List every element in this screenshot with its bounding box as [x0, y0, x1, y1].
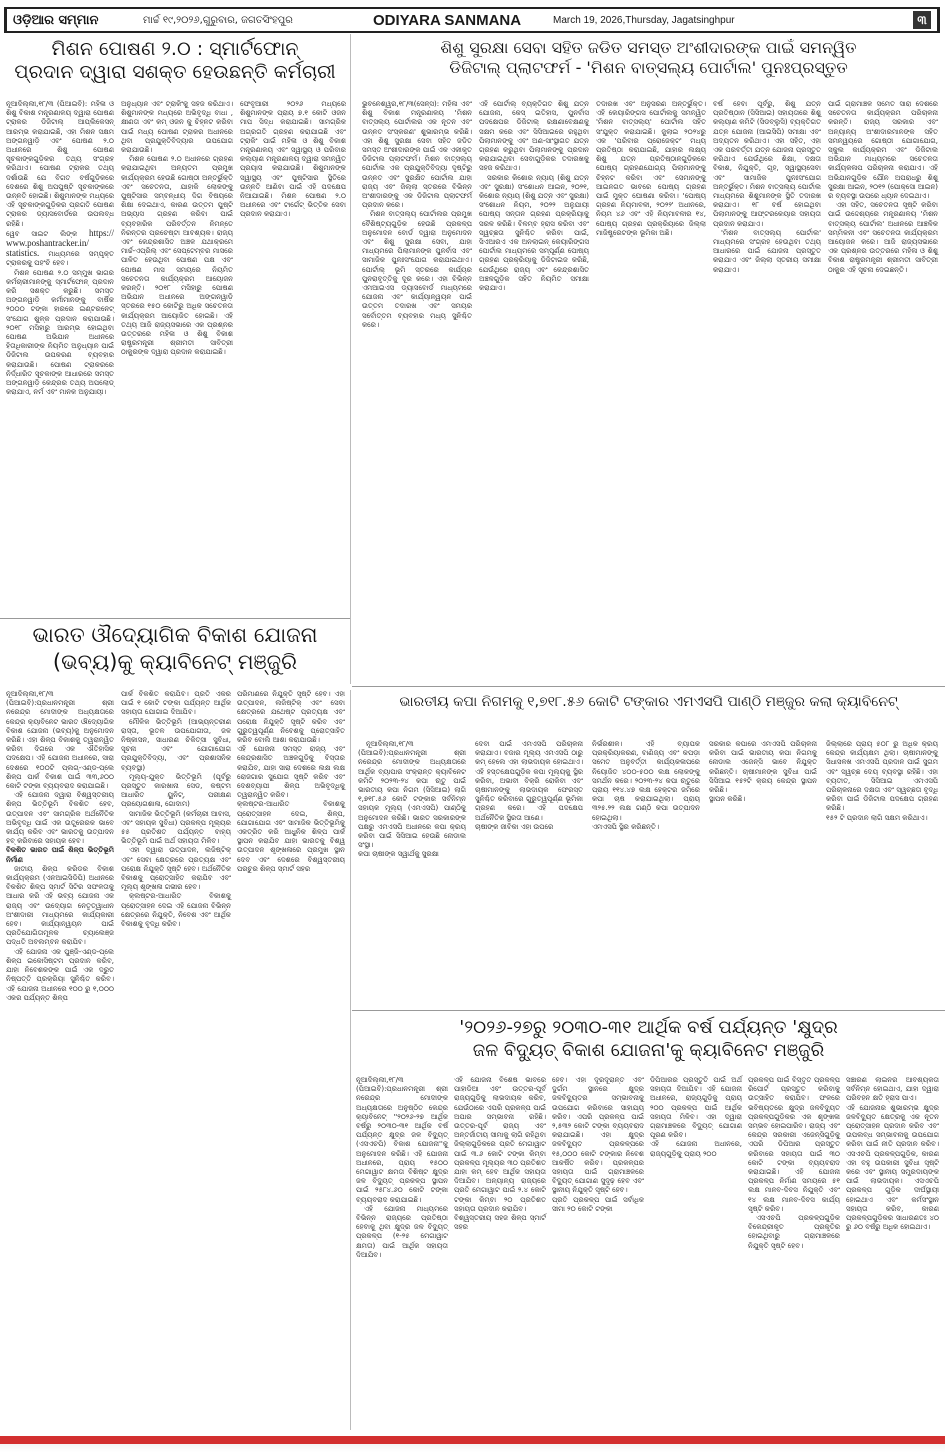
paragraph: କପା ଚାଷୀଙ୍କ ସ୍ୱାର୍ଥକୁ ସୁରକ୍ଷା	[358, 850, 439, 859]
article-column	[828, 100, 938, 275]
headline-mission-vatsalya	[352, 38, 945, 77]
paragraph: ୧୫୨ ଟି ପ୍ରଦାନ ଲାଗି ସକ୍ଷମ କରିଥାଏ।	[826, 813, 928, 822]
headline-line: ଡିଜିଟାଲ୍ ପ୍ଲାଟଫର୍ମ - 'ମିଶନ ବାତ୍ସଲ୍ୟ ପୋର୍ଟାଲ' ପୁନଃପ୍ରସ୍ତୁତ	[449, 57, 848, 77]
paragraph: ନୂଆଦିଲ୍ଲୀ,୧୮/୩ (ପିଆଇବି):ପ୍ରଧାନମନ୍ତ୍ରୀ ଶ୍ରୀ ନରେନ୍ଦ୍ର ମୋଦୀଙ୍କ ଅଧ୍ୟକ୍ଷତାରେ କେନ୍ଦ୍ର କ୍ୟାବିନେଟ ଭାରତ ଔଦ୍ୟୋଗିକ ବିକାଶ ଯୋଜନା (ଭବ୍ୟ)କୁ ଅନୁମୋଦନ କରିଛି। ଏହା ଶିଳ୍ପ ବିକାଶକୁ ତ୍ୱରାନ୍ୱିତ କରିବା ଦିଗରେ ଏକ ଐତିହାସିକ ପଦକ୍ଷେପ। ଏହି ଯୋଜନା ଅଧୀନରେ, ସାରା ଦେଶରେ ୧୦୦ଟି ପ୍ଲଗ୍-ଏଣ୍ଡ-ପ୍ଲେ ଶିଳ୍ପ ପାର୍କ ବିକାଶ ପାଇଁ ୩୩,୬୦୦ କୋଟି ଟଙ୍କା ବ୍ୟୟବରାଦ କରାଯାଇଛି।	[6, 690, 114, 791]
paragraph: ହେବ। ଏହା ଦୂରଦୂରାନ୍ତ ଏବଂ ଦୁର୍ଗମ ସ୍ଥାନରେ କ୍ଷୁଦ୍ର ଜଳବିଦ୍ୟୁତର ସମ୍ଭାବନାକୁ ଉପଯୋଗ କରିବାରେ ସାହାଯ୍ୟ କରିବ। ଏପରି ପ୍ରକଳ୍ପ ପାଇଁ ୨,୫୩୨ କୋଟି ଟଙ୍କା ବ୍ୟୟବରାଦ କରାଯାଇଛି। ଏହା କ୍ଷୁଦ୍ର ଜଳବିଦ୍ୟୁତ ପ୍ରକଳ୍ପରେ ୧୫,୦୦୦ କୋଟି ଟଙ୍କାର ନିବେଶ ଆକର୍ଷିତ କରିବ। ପ୍ରକଳ୍ପର ସହାୟତା ପାଇଁ ଗ୍ରାମାଞ୍ଚଳରେ ବିଦ୍ୟୁତ୍ ଯୋଗାଣ ସୁଦୃଢ଼ ହେବ ଏବଂ ସ୍ଥାନୀୟ ନିଯୁକ୍ତି ସୃଷ୍ଟି ହେବ।	[552, 1076, 644, 1195]
paragraph: ପାର୍କ ବିକଶିତ କରାଯିବ। ପ୍ରତି ଏକର ପାଇଁ ୧ କୋଟି ଟଙ୍କା ପର୍ଯ୍ୟନ୍ତ ଆର୍ଥିକ ସହାୟତା ଯୋଗାଇ ଦିଆଯିବ।	[121, 690, 231, 717]
article-column	[6, 690, 114, 1003]
paragraph: ଏହି ଯୋଜନାର ଶୁଭାରମ୍ଭ କ୍ଷୁଦ୍ର ଜଳବିଦ୍ୟୁତ କ୍ଷେତ୍ରକୁ ଏକ ନୂତନ ପ୍ରୋତ୍ସାହନ ପ୍ରଦାନ କରିବ ଏବଂ ଉପଲବ୍ଧ ସମ୍ଭାବନାକୁ ଉପଯୋଗ କରିବା ପାଇଁ ନୀତି ପ୍ରଦାନ କରିବ। ଏସଏଚପି ପ୍ରକଳ୍ପଗୁଡ଼ିକ, କାରଣ ଏହା ବହୁ ଉପକାରୀ ସୁବିଧା ସୃଷ୍ଟି କରେ ଏବଂ ସ୍ଥାନୀୟ ସମ୍ପ୍ରଦାୟଙ୍କ ପାଇଁ ଲାଭଦାୟକ। ଏସଏଚପି ପ୍ରକଳ୍ପ ଗୁଡ଼ିକ ଦୀର୍ଘସ୍ଥାୟୀ ହୋଇଥାଏ ଏବଂ କର୍ମସଂସ୍ଥାନ ସହାୟତା କରିବ, କାରଣ ପ୍ରକଳ୍ପଗୁଡ଼ିକର ସାଧାରଣତଃ ୪୦ ରୁ ୬୦ ବର୍ଷରୁ ଅଧିକ ହୋଇଥାଏ।	[846, 1103, 939, 1232]
paragraph: ଦେବା ପାଇଁ ଏମଏସପି ପରିଚାଳନା କରାଯାଏ। ବଜାର ମୂଲ୍ୟ ଏମଏସପି ଠାରୁ କମ୍ ହେଲେ ଏହା ଲାଭଦାୟକ ହୋଇଥାଏ। ଏହି ହସ୍ତକ୍ଷେପଗୁଡ଼ିକ କପା ମୂଲ୍ୟକୁ ସ୍ଥିର କରିବା, ଅଭାବୀ ବିକ୍ରି ରୋକିବା ଏବଂ ଚାଷୀମାନଙ୍କୁ ଲାଭଦାୟକ ଫେରସ୍ତ ସୁନିଶ୍ଚିତ କରିବାରେ ଗୁରୁତ୍ୱପୂର୍ଣ୍ଣ ଭୂମିକା ଗ୍ରହଣ କରେ। ଏହି ପଦକ୍ଷେପ ଅର୍ଥନୈତିକ ସ୍ଥିରତା ଆଣେ।	[475, 740, 583, 822]
article-column	[121, 690, 231, 929]
paragraph: ସରକାର କପାରେ ଏମଏସପି ପରିଚାଳନା କରିବା ପାଇଁ ଭାରତୀୟ କପା ନିଗମକୁ ନୋଡାଲ ଏଜେନ୍ସି ଭାବେ ନିଯୁକ୍ତ କରିଛନ୍ତି। ଚାଷୀମାନଙ୍କ ସୁବିଧା ପାଇଁ ସିସିଆଇ ୧୫୨ଟି କ୍ରୟ କେନ୍ଦ୍ର ସ୍ଥାପନ କରିଛି।	[709, 740, 817, 795]
article-column	[454, 1076, 546, 1232]
paragraph: ୱେବ ସାଇଟ ଲିଙ୍କ	[6, 229, 78, 238]
paragraph: ପ୍ରତି ପ୍ରକଳ୍ପ ପାଇଁ ସର୍ବାଧିକ ସୀମା ୨୦ କୋଟି ଟଙ୍କା	[552, 1195, 644, 1213]
article-column	[475, 740, 583, 832]
paragraph: ତଦାରଖ ଏବଂ ଅନୁସରଣ ଅନ୍ତର୍ଭୁକ୍ତ। ଏହି କେୟାରିଙ୍ଗସ ପୋର୍ଟାଲକୁ ସମନ୍ୱିତ 'ମିଶନ ବାତ୍ସଲ୍ୟ' ପୋର୍ଟାଲ ସହିତ ସଂଯୁକ୍ତ କରାଯାଇଛି। ଜୁଲାଇ ୨୦୨୪ରୁ ଏକ 'ପରିବାର ପ୍ରୋଜେକ୍ଟ' ମଧ୍ୟ ପ୍ରତିଷ୍ଠା କରାଯାଇଛି, ଯାହାର ଲକ୍ଷ୍ୟ ଶିଶୁ ଯତ୍ନ ପ୍ରତିଷ୍ଠାନଗୁଡ଼ିକରେ ପୋଷ୍ୟ ଗ୍ରହଣଯୋଗ୍ୟ ପିଲାମାନଙ୍କୁ ଚିହ୍ନଟ କରିବା ଏବଂ ସେମାନଙ୍କୁ ଆଇନଗତ ଭାବରେ ପୋଷ୍ୟ ଗ୍ରହଣ ପାଇଁ ମୁକ୍ତ ଘୋଷଣା କରିବା। 'ପୋଷ୍ୟ ଗ୍ରହଣ ନିୟମାବଳୀ, ୨୦୨୨' ଅଧୀନରେ, ନିୟମ ୪୬ ଏବଂ ଏହି ନିୟମାବଳୀର ୧୪, ପୋଷ୍ୟ ଗ୍ରହଣ ପ୍ରକ୍ରିୟାରେ ଜିଲ୍ଲା ମାଜିଷ୍ଟ୍ରେଟଙ୍କ ଭୂମିକା ଅଛି।	[596, 100, 706, 237]
headline-small-hydro	[352, 1016, 945, 1062]
paragraph: ନିର୍ଭରଶୀଳ। ଏହି ବ୍ୟାପକ ପ୍ରକ୍ରିୟାକରଣ, ବାଣିଜ୍ୟ ଏବଂ କପଡ଼ା ସମେତ ଅନୁବର୍ତ୍ତୀ କାର୍ଯ୍ୟକଳାପରେ ନିୟୋଜିତ ୪୦୦-୫୦୦ ଲକ୍ଷ ଲୋକଙ୍କୁ ସମର୍ଥନ କରେ। ୨୦୨୩-୨୪ କପା ଋତୁରେ ପ୍ରାୟ ୧୧୪.୪୭ ଲକ୍ଷ ହେକ୍ଟର ଜମିରେ କପା ଚାଷ କରାଯାଇଥିଲା। ପ୍ରାୟ ୩୨୫.୨୨ ଲକ୍ଷ ଗଣ୍ଠି କପା ଉତ୍ପାଦନ ହୋଇଥିଲା।	[592, 740, 700, 822]
paragraph: ଏହି ଯୋଜନା ବିଶେଷ ଭାବରେ ପାହାଡିଆ ଏବଂ ଉତ୍ତର-ପୂର୍ବ ରାଜ୍ୟଗୁଡ଼ିକୁ ଲାଭଦାୟକ କରିବ, ଯେଉଁଠାରେ ଏପରି ପ୍ରକଳ୍ପ ପାଇଁ ଅପାର ସମ୍ଭାବନା ରହିଛି। ଉତ୍ତର-ପୂର୍ବ ରାଜ୍ୟ ଏବଂ ଅନ୍ତର୍ଜାତୀୟ ସୀମାକୁ ଲାଗି ରହିଥିବା ଜିଲ୍ଲାଗୁଡ଼ିକରେ ପ୍ରତି ମେଗାୱାଟ ପାଇଁ ୩.୬ କୋଟି ଟଙ୍କା କିମ୍ବା ପ୍ରକଳ୍ପ ମୂଲ୍ୟର ୩୦ ପ୍ରତିଶତ ଯାହା କମ୍ ହେବ ଆର୍ଥିକ ସହାୟତା ଦିଆଯିବ। ଅନ୍ୟାନ୍ୟ ରାଜ୍ୟରେ ପ୍ରତି ମେଗାୱାଟ ପାଇଁ ୨.୪ କୋଟି ଟଙ୍କା କିମ୍ବା ୨୦ ପ୍ରତିଶତ ସହାୟତା ପ୍ରଦାନ କରାଯିବ।	[454, 1076, 546, 1213]
article-column	[596, 100, 706, 238]
paragraph: ନୂଆଦିଲ୍ଲୀ,୧୮/୩ (ପିଆଇବି): ମହିଳା ଓ ଶିଶୁ ବିକାଶ ମନ୍ତ୍ରଣାଳୟ ଦ୍ୱାରା ପୋଷଣ ଟ୍ରାକର ଡିଜିଟାଲ୍ ଆପ୍ଲିକେସନ୍ ଆରମ୍ଭ କରାଯାଇଛି, ଏହା ମିଶନ ସକ୍ଷମ ଅଙ୍ଗନୱାଡ଼ି ଏବଂ ପୋଷଣ ୨.୦ ଅଧୀନରେ ଶିଶୁ ପୋଷଣ ସୂଚକାଙ୍କଗୁଡ଼ିକର ତଥ୍ୟ ସଂଗ୍ରହ କରିଥାଏ। ପୋଷଣ ଟ୍ରାକର ତଥ୍ୟ ଦର୍ଶାଉଛି ଯେ ବିଗତ ବର୍ଷଗୁଡ଼ିକରେ ଦେଶରେ ଶିଶୁ ଅପପୁଷ୍ଟି ସୂଚକାଙ୍କରେ ଉନ୍ନତି ହୋଇଛି। ଶିଶୁମାନଙ୍କ ମଧ୍ୟରେ ଏହି ସୂଚକାଙ୍କଗୁଡ଼ିକର ପ୍ରଗତି ପୋଷଣ ଟ୍ରାକର ଡ୍ୟାସବୋର୍ଡରେ ଉପଲବ୍ଧ ରହିଛି।	[6, 100, 114, 228]
paragraph: ମିଶନ ପୋଷଣ ୨.୦ ଅଧୀନରେ ଗ୍ରହଣ କରାଯାଇଥିବା ଅନ୍ୟତମ ପ୍ରମୁଖ କାର୍ଯ୍ୟକ୍ରମ ହେଉଛି ଗୋଷ୍ଠୀ ଅନ୍ତର୍ଭୁକ୍ତି ଏବଂ ସଚେତନତା, ଯାହାକି ଲୋକଙ୍କୁ ପୁଷ୍ଟିସାର ସମ୍ବନ୍ଧୀୟ ଦିଗ ବିଷୟରେ ଶିକ୍ଷା ଦେଇଥାଏ, କାରଣ ଉତ୍ତମ ପୁଷ୍ଟି ଅଭ୍ୟାସ ଗ୍ରହଣ କରିବା ପାଇଁ ବ୍ୟବହାରିକ ପରିବର୍ତ୍ତନ ନିମନ୍ତେ ନିରନ୍ତର ପ୍ରଚେଷ୍ଟା ଆବଶ୍ୟକ। ରାଜ୍ୟ ଏବଂ କେନ୍ଦ୍ରଶାସିତ ଅଞ୍ଚଳ ଯଥାକ୍ରମେ ମାର୍ଚ୍ଚ-ଏପ୍ରିଲ୍ ଏବଂ ସେପ୍ଟେମ୍ବର ମାସରେ ପାଳିତ ହେଉଥିବା ପୋଷଣ ପକ୍ଷ ଏବଂ ପୋଷଣ ମାସ ସମୟରେ ନିୟମିତ ସଚେତନତା କାର୍ଯ୍ୟକ୍ରମ ଆୟୋଜନ କରନ୍ତି। ୨୦୧୮ ମସିହାରୁ ପୋଷଣ ଅଭିଯାନ ଅଧୀନରେ ଅଙ୍ଗନୱାଡ଼ି ସ୍ତରରେ ୧୫୦ କୋଟିରୁ ଅଧିକ ସଚେତନତା କାର୍ଯ୍ୟକ୍ରମ ଆୟୋଜିତ ହୋଇଛି। ଏହି ତଥ୍ୟ ଆଜି ରାଜ୍ୟସଭାରେ ଏକ ପ୍ରଶ୍ନର ଉତ୍ତରରେ ମହିଳା ଓ ଶିଶୁ ବିକାଶ ରାଷ୍ଟ୍ରମନ୍ତ୍ରୀ ଶ୍ରୀମତୀ ସାବିତ୍ରୀ ଠାକୁରଙ୍କ ଦ୍ୱାରା ପ୍ରଦାନ କରାଯାଇଛି।	[121, 155, 233, 357]
headline-line: ଭାରତ ଔଦ୍ୟୋଗିକ ବିକାଶ ଯୋଜନା	[32, 623, 318, 647]
paragraph: ଜିଲ୍ଲାରେ ପ୍ରାୟ ୫୦୮ ରୁ ଅଧିକ କ୍ରୟ କେନ୍ଦ୍ର କାର୍ଯ୍ୟକ୍ଷମ ଥିଲା। ଚାଷୀମାନଙ୍କୁ ସିଧାସଳଖ ଏମଏସପି ପ୍ରଦାନ ପାଇଁ ସୁଗମ ଏବଂ ସ୍ୱଚ୍ଛ ଦେୟ ବ୍ୟବସ୍ଥା ରହିଛି। ଏହା ବ୍ୟତୀତ, ସିସିଆଇ ଏମଏସପି ପରିଚାଳନାରେ ଦକ୍ଷତା ଏବଂ ସ୍ୱଚ୍ଛତା ବୃଦ୍ଧି କରିବା ପାଇଁ ଡିଜିଟାଲ ପଦକ୍ଷେପ ଗ୍ରହଣ କରିଛି।	[826, 740, 938, 813]
paragraph: ଏହି ପୋର୍ଟାଲ୍ ବ୍ୟକ୍ତିଗତ ଶିଶୁ ଯତ୍ନ ଯୋଜନା, କେସ୍ ଇତିହାସ, ପୁନର୍ବାସ ପଦକ୍ଷେପର ଡିଜିଟାଲ୍ ରକ୍ଷଣାବେକ୍ଷଣକୁ ସକ୍ଷମ କରେ ଏବଂ ସିସିଆଇରେ ରହୁଥିବା ପିଲାମାନଙ୍କୁ ଏବଂ ଅଣ-ସାଂସ୍ଥାଗତ ଯତ୍ନ ଗ୍ରହଣ କରୁଥିବା ପିଲାମାନଙ୍କୁ ପ୍ରଦାନ କରାଯାଇଥିବା ସେବାଗୁଡ଼ିକର ତଦାରଖକୁ ସହଜ କରିଥାଏ।	[479, 100, 589, 173]
newspaper-logo: ଓଡ଼ିଆର ସମ୍ମାନ	[13, 12, 99, 28]
headline-line: (ଭବ୍ୟ)କୁ କ୍ୟାବିନେଟ୍ ମଞ୍ଜୁରି	[52, 650, 298, 675]
paragraph: ଭୁବନେଶ୍ୱର,୧୮/୩(ସେନ୍ସ): ମହିଳା ଏବଂ ଶିଶୁ ବିକାଶ ମନ୍ତ୍ରଣାଳୟ 'ମିଶନ ବାତ୍ସଲ୍ୟ ପୋର୍ଟାଲର ଏକ ନୂତନ ଏବଂ ଉନ୍ନତ ସଂସ୍କରଣ' ଶୁଭାରମ୍ଭ କରିଛି। ଏହା ଶିଶୁ ସୁରକ୍ଷା ସେବା ସହିତ ଜଡିତ ସମସ୍ତ ଅଂଶୀଦାରଙ୍କ ପାଇଁ ଏକ ଏକୀକୃତ ଡିଜିଟାଲ ପ୍ଲାଟଫର୍ମ। ମିଶନ ବାତ୍ସଲ୍ୟ ପୋର୍ଟାଲ ଏକ ପ୍ରଯୁକ୍ତିବିଦ୍ୟା ଦୃଷ୍ଟିରୁ ଉନ୍ନତ ଏବଂ ସୁରକ୍ଷିତ ପୋର୍ଟାଲ ଯାହା ରାଜ୍ୟ ଏବଂ ଜିଲ୍ଲା ସ୍ତରରେ ବିଭିନ୍ନ ଅଂଶୀଦାରଙ୍କୁ ଏକ ଡିଜିଟାଲ ପ୍ଲାଟଫର୍ମ ପ୍ରଦାନ କରେ।	[362, 100, 472, 210]
article-column	[6, 100, 114, 398]
paragraph: କ୍ଲଷ୍ଟର-ଆଧାରିତ ବିକାଶକୁ ପ୍ରୋତ୍ସାହନ ଦେଇ ଏହି ଯୋଜନା ବିଭିନ୍ନ କ୍ଷେତ୍ରରେ ନିଯୁକ୍ତି, ନିବେଶ ଏବଂ ଆର୍ଥିକ ବିକାଶକୁ ବୃଦ୍ଧି କରିବ।	[121, 892, 231, 929]
column-divider	[350, 34, 351, 684]
headline-line: '୨୦୨୬-୨୭ରୁ ୨୦୩୦-୩୧ ଆର୍ଥିକ ବର୍ଷ ପର୍ଯ୍ୟନ୍ତ 'କ୍ଷୁଦ୍ର	[459, 1017, 838, 1038]
paragraph: ନୂଆଦିଲ୍ଲୀ,୧୮/୩ (ପିଆଇବି):ପ୍ରଧାନମନ୍ତ୍ରୀ ଶ୍ରୀ ନରେନ୍ଦ୍ର ମୋଦୀଙ୍କ ଅଧ୍ୟକ୍ଷତାରେ ଆର୍ଥିକ ବ୍ୟାପାର ସଂକ୍ରାନ୍ତ କ୍ୟାବିନେଟ କମିଟି ୨୦୨୩-୨୪ କପା ଋତୁ ପାଇଁ ଭାରତୀୟ କପା ନିଗମ (ସିସିଆଇ) ଲାଗି ୧,୭୧୮.୫୬ କୋଟି ଟଙ୍କାର ସର୍ବନିମ୍ନ ସହାୟକ ମୂଲ୍ୟ (ଏମଏସପି) ପାଣ୍ଠିକୁ ଅନୁମୋଦନ କରିଛି। ଭାରତ ସରକାରଙ୍କ ପକ୍ଷରୁ ଏମଏସପି ଅଧୀନରେ କପା କ୍ରୟ କରିବା ପାଇଁ ସିସିଆଇ ହେଉଛି ନୋଡାଲ ସଂସ୍ଥା।	[358, 740, 466, 850]
footer-red-bar	[0, 1436, 945, 1444]
article-column	[650, 1076, 742, 1159]
paragraph: ସାମାଜିକ ଭିତ୍ତିଭୂମି (କର୍ମଚାରୀ ଆବାସ, ଏବଂ ସହାୟକ ସୁବିଧା) ପ୍ରକଳ୍ପ ମୂଲ୍ୟର ୫୫ ପ୍ରତିଶତ ପର୍ଯ୍ୟନ୍ତ ବାହ୍ୟ ଭିତ୍ତିଭୂମି ପାଇଁ ଅର୍ଥ ସହାୟତା ମିଳିବ।	[121, 809, 231, 846]
article-column	[479, 100, 589, 293]
headline-line: ପ୍ରଦାନ ଦ୍ୱାରା ସଶକ୍ତ ହେଉଛନ୍ତି କର୍ମଚାରୀ	[14, 61, 336, 84]
paragraph: ଏହି ଯୋଜନା ଅଧୀନରେ, ରାଜ୍ୟଗୁଡ଼ିକୁ ପ୍ରାୟ ୨୦୦	[650, 1140, 742, 1158]
headline-cotton-msp	[352, 694, 945, 711]
article-column	[713, 100, 821, 275]
paragraph: ଏସଏଚପି ପ୍ରକଳ୍ପଗୁଡ଼ିକ ବିକେନ୍ଦ୍ରୀକୃତ ପ୍ରକୃତିର ହୋଇଥିବାରୁ ଗ୍ରାମାଞ୍ଚଳରେ ନିଯୁକ୍ତି ସୃଷ୍ଟି ହେବ।	[748, 1214, 840, 1250]
paragraph: ବର୍ଷ ହେବା ପୂର୍ବରୁ, ଶିଶୁ ଯତ୍ନ ପ୍ରତିଷ୍ଠାନ (ସିସିଆଇ) ସହାୟତାରେ ଶିଶୁ କଲ୍ୟାଣ କମିଟି (ସିଡବ୍ଲୁସି) ବ୍ୟକ୍ତିଗତ ଯତ୍ନ ଯୋଜନା (ଆଇସିପି) ସମୀକ୍ଷା ଏବଂ ଅଦ୍ୟତନ କରିଥାଏ। ଏହା ସହିତ, ଏହା ଏକ ପରବର୍ତ୍ତୀ ଯତ୍ନ ଯୋଜନା ପ୍ରସ୍ତୁତ କରିଥାଏ ଯେଉଁଥିରେ ଶିକ୍ଷା, ଦକ୍ଷତା ବିକାଶ, ନିଯୁକ୍ତି, ଗୃହ, ସ୍ୱାସ୍ଥ୍ୟସେବା ଏବଂ ସାମାଜିକ ପୁନଃସଂଯୋଗ ଅନ୍ତର୍ଭୁକ୍ତ। ମିଶନ ବାତ୍ସଲ୍ୟ ପୋର୍ଟାଲ ମାଧ୍ୟମରେ ଶିଶୁମାନଙ୍କ ସ୍ଥିତି ତଦାରଖ କରାଯାଏ। ୧୮ ବର୍ଷ ହୋଇଥିବା ପିଲାମାନଙ୍କୁ ଆଫ୍ଟରକେୟାର ସହାୟତା ପ୍ରଦାନ କରାଯାଏ।	[713, 100, 821, 228]
paragraph: ସରକାର କିଶୋର ନ୍ୟାୟ (ଶିଶୁ ଯତ୍ନ ଏବଂ ସୁରକ୍ଷା) ସଂଶୋଧନ ଆଇନ, ୨୦୨୧, କିଶୋର ନ୍ୟାୟ (ଶିଶୁ ଯତ୍ନ ଏବଂ ସୁରକ୍ଷା) ସଂଶୋଧନ ନିୟମ, ୨୦୨୨ ଅନୁଯାୟୀ ପୋଷ୍ୟ ସନ୍ତାନ ଗ୍ରହଣ ପ୍ରକ୍ରିୟାକୁ ସରଳ କରିଛି। ବିଳମ୍ବ ହ୍ରାସ କରିବା ଏବଂ ସ୍ୱଚ୍ଛତା ସୁନିଶ୍ଚିତ କରିବା ପାଇଁ, ସିଏଆରଏ ଏକ ଅନଲାଇନ୍ କେୟାରିଙ୍ଗସ ପୋର୍ଟାଲ ମାଧ୍ୟମରେ ସମ୍ପୂର୍ଣ୍ଣ ପୋଷ୍ୟ ଗ୍ରହଣ ପ୍ରକ୍ରିୟାକୁ ଡିଜିଟାଇଜ କରିଛି, ଯେଉଁଥିରେ ରାଜ୍ୟ ଏବଂ କେନ୍ଦ୍ରଶାସିତ ଅଞ୍ଚଳଗୁଡ଼ିକ ସହିତ ନିୟମିତ ସମୀକ୍ଷା କରାଯାଏ।	[479, 173, 589, 293]
article-column	[240, 100, 346, 220]
paragraph: ମୂଲ୍ୟ-ଯୁକ୍ତ ଭିତ୍ତିଭୂମି (ପୂର୍ବରୁ ପ୍ରସ୍ତୁତ କାରଖାନା ସେଡ, କଷ୍ଟମ ଆଧାରିତ ୟୁନିଟ୍, ପରୀକ୍ଷଣ ପ୍ରୟୋଗଶାଳା, ଗୋଦାମ)	[121, 772, 231, 809]
article-column	[709, 740, 817, 804]
section-divider	[0, 618, 350, 619]
paragraph: ମିଶନ ବାତ୍ସଲ୍ୟ ପୋର୍ଟାଲର ପ୍ରମୁଖ ବୈଶିଷ୍ଟ୍ୟଗୁଡ଼ିକ ହେଉଛି ପ୍ରକଳ୍ପ ଅନୁମୋଦନ ବୋର୍ଡ ଦ୍ୱାରା ଅନୁମୋଦନ ଏବଂ ଶିଶୁ ସୁରକ୍ଷା ସେବା, ଯାହା ମାଧ୍ୟମରେ ପିଲାମାନଙ୍କ ପୁନର୍ବାସ ଏବଂ ସାମାଜିକ ପୁନଃସଂଯୋଗ କରାଯାଇଥାଏ। ପୋର୍ଟାଲ୍ ଭୂମି ସ୍ତରରେ କାର୍ଯ୍ୟର ପୁନରାବୃତ୍ତିକୁ ଦୂର କରେ। ଏହା ବିଭିନ୍ନ ଏମଆଇଏସ ଡ୍ୟାସବୋର୍ଡ ମାଧ୍ୟମରେ ଯୋଜନା ଏବଂ କାର୍ଯ୍ୟାନ୍ୱୟନ ପାଇଁ ଉତ୍ତମ ତଦାରଖ ଏବଂ ସମୟର ସର୍ବୋତ୍ତମ ବ୍ୟବହାର ମଧ୍ୟ ସୁନିଶ୍ଚିତ କରେ।	[362, 210, 472, 329]
paragraph: ଜାତୀୟ ଶିଳ୍ପ କରିଡର ବିକାଶ କାର୍ଯ୍ୟକ୍ରମ (ଏନଆଇସିଡିପି) ଅଧୀନରେ ବିକଶିତ ଶିଳ୍ପ ସ୍ମାର୍ଟ ସିଟିର ସଫଳତାକୁ ଆଧାର କରି ଏହି ଭବ୍ୟ ଯୋଜନା ଏକ ରାଜ୍ୟ ଏବଂ ଉଦ୍ୟୋଗ ନେତୃତ୍ୱାଧୀନ ଅଂଶୀଦାରୀ ମାଧ୍ୟମରେ କାର୍ଯ୍ୟକାରୀ ହେବ। କାର୍ଯ୍ୟାନ୍ୱୟନ ପାଇଁ ପ୍ରତିଯୋଗିତାମୂଳକ ଚ୍ୟାଲେଞ୍ଜ ପଦ୍ଧତି ଅବଲମ୍ବନ କରାଯିବ।	[6, 864, 114, 947]
weblink-paragraph	[6, 229, 114, 269]
paragraph: ଅନୁଧ୍ୟାନ ଏବଂ ଟ୍ରାକିଂକୁ ସହଜ କରିଥାଏ। ଶିଶୁମାନଙ୍କ ମଧ୍ୟରେ ଅଭିବୃଦ୍ଧି ବାଧା , କ୍ଷୀଣତା ଏବଂ କମ୍ ଓଜନ କୁ ଚିହ୍ନଟ କରିବା ପାଇଁ ମଧ୍ୟ ପୋଷଣ ଟ୍ରାକର ଅଧୀନରେ ଥିବା ପ୍ରଯୁକ୍ତିବିଦ୍ୟାର ଉପଯୋଗ କରାଯାଉଛି।	[121, 100, 233, 155]
headline-line: ମିଶନ ପୋଷଣ ୨.୦ : ସ୍ମାର୍ଟଫୋନ୍	[51, 38, 299, 60]
page-fold	[0, 1444, 945, 1452]
paragraph: ଫେବୃଆରୀ ୨୦୨୬ ମଧ୍ୟରେ ଶିଶୁମାନଙ୍କ ପ୍ରାୟ ୭.୧ କୋଟି ଓଜନ ମାପ ସିଦ୍ଧ କରାଯାଇଛି। ସାମଗ୍ରିକ ଅଗ୍ରଗତି ଗ୍ରହଣ କରାଯାଇଛି ଏବଂ ଟ୍ରାକିଂ ପାଇଁ ମହିଳା ଓ ଶିଶୁ ବିକାଶ ମନ୍ତ୍ରଣାଳୟ ଏବଂ ସ୍ୱାସ୍ଥ୍ୟ ଓ ପରିବାର କଲ୍ୟାଣ ମନ୍ତ୍ରଣାଳୟ ଦ୍ୱାରା ସମନ୍ୱିତ ପ୍ରୟାସ କରାଯାଉଛି। ଶିଶୁମାନଙ୍କ ସ୍ୱାସ୍ଥ୍ୟ ଏବଂ ପୁଷ୍ଟିସାର ସ୍ଥିତିରେ ଉନ୍ନତି ଆଣିବା ପାଇଁ ଏହି ପଦକ୍ଷେପ ନିଆଯାଇଛି। ମିଶନ ପୋଷଣ ୨.୦ ଅଧୀନରେ ଏବଂ ଟାର୍ଗେଟ୍ ଭିତ୍ତିକ ସେବା ପ୍ରଦାନ କରାଯାଏ।	[240, 100, 346, 219]
paragraph: ଏହି ଯୋଜନା ମାଧ୍ୟମରେ ବିଭିନ୍ନ ରାଜ୍ୟରେ ପ୍ରତିଷ୍ଠା ହେବାକୁ ଥିବା କ୍ଷୁଦ୍ର ଜଳ ବିଦ୍ୟୁତ୍ ପ୍ରକଳ୍ପ (୧-୨୫ ମେଗାୱାଟ କ୍ଷମତା) ପାଇଁ ଆର୍ଥିକ ସହାୟତା ଦିଆଯିବ।	[356, 1204, 448, 1259]
article-column	[121, 100, 233, 358]
paragraph: ଏହି ଯୋଜନା ସମସ୍ତ ରାଜ୍ୟ ଏବଂ କେନ୍ଦ୍ରଶାସିତ ଅଞ୍ଚଳଗୁଡ଼ିକୁ ବିସ୍ତାର କରାଯିବ, ଯାହା ସାରା ଦେଶରେ ଲକ୍ଷ ଲକ୍ଷ ରୋଜଗାର ସୁଯୋଗ ସୃଷ୍ଟି କରିବ ଏବଂ ଦେଶବ୍ୟାପୀ ଶିଳ୍ପ ଅଭିବୃଦ୍ଧିକୁ ତ୍ୱରାନ୍ୱିତ କରିବ।	[237, 745, 345, 800]
paragraph: ଡିପିଆରର ପ୍ରସ୍ତୁତି ପାଇଁ ଅର୍ଥ ସହାୟତା ଦିଆଯିବ। ଏହି ଯୋଜନା ଅଧୀନରେ, ରାଜ୍ୟଗୁଡ଼ିକୁ ପ୍ରାୟ ୨୦୦ ପ୍ରକଳ୍ପ ପାଇଁ ଆର୍ଥିକ ସହାୟତା ମିଳିବ। ଏହା ଦ୍ୱାରା ଗ୍ରାମାଞ୍ଚଳରେ ବିଦ୍ୟୁତ୍ ଯୋଗାଣ ପୂରଣ କରିବ।	[650, 1076, 742, 1140]
paragraph: ଏହା ଦ୍ୱାରା ଉତ୍ପାଦନ, ଲଜିଷ୍ଟିକ୍ ଏବଂ ସେବା କ୍ଷେତ୍ରରେ ପ୍ରତ୍ୟକ୍ଷ ଏବଂ ପରୋକ୍ଷ ନିଯୁକ୍ତି ସୃଷ୍ଟି ହେବ। ଅର୍ଥନୈତିକ ବିକାଶକୁ ପ୍ରୋତ୍ସାହିତ କରାଯିବ ଏବଂ ମୂଲ୍ୟ ଶୃଙ୍ଖଳା ଗଭୀର ହେବ।	[121, 846, 231, 892]
subheading: ବିକଶିତ ଭାରତ ପାଇଁ ଶିଳ୍ପ ଭିତ୍ତିଭୂମି ନିର୍ମାଣ	[6, 846, 114, 864]
website-link[interactable]: https:// www.poshantracker.in/ statistics.	[6, 227, 114, 259]
headline-mission-poshan	[0, 38, 350, 84]
article-column	[552, 1076, 644, 1214]
article-column	[362, 100, 472, 330]
headline-line: ଭାରତୀୟ କପା ନିଗମକୁ ୧,୭୧୮.୫୬ କୋଟି ଟଙ୍କାର ଏମଏସପି ପାଣ୍ଠି ମଞ୍ଜୁର କଲା କ୍ୟାବିନେଟ୍	[399, 694, 898, 710]
paragraph: ମୌଳିକ ଭିତ୍ତିଭୂମି (ଆଭ୍ୟନ୍ତରୀଣ ରାସ୍ତା, ଭୂତଳ ଉପଯୋଗୀତା, ଜଳ ନିଷ୍କାସନ, ସାଧାରଣ ଚିକିତ୍ସା ସୁବିଧା, ସୂଚନା ଏବଂ ଯୋଗାଯୋଗ ପ୍ରଯୁକ୍ତିବିଦ୍ୟା, ଏବଂ ପ୍ରଶାସନିକ ବ୍ୟବସ୍ଥା)	[121, 717, 231, 772]
paragraph: ପରିମାଣରେ ନିଯୁକ୍ତି ସୃଷ୍ଟି ହେବ। ଏହା ଉତ୍ପାଦନ, ଲଜିଷ୍ଟିକ୍ ଏବଂ ସେବା କ୍ଷେତ୍ରରେ ଯଥେଷ୍ଟ ପ୍ରତ୍ୟକ୍ଷ ଏବଂ ପରୋକ୍ଷ ନିଯୁକ୍ତି ସୃଷ୍ଟି କରିବ ଏବଂ ଗୁରୁତ୍ୱପୂର୍ଣ୍ଣ ନିବେଶକୁ ପ୍ରୋତ୍ସାହିତ କରିବ ବୋଲି ଆଶା କରାଯାଉଛି।	[237, 690, 345, 745]
paragraph: ମିଶନ ପୋଷଣ ୨.୦ ସମ୍ମୁଖ ଭାଗର କର୍ମଚାରୀମାନଙ୍କୁ ସ୍ମାର୍ଟଫୋନ୍ ପ୍ରଦାନ କରି ସଶକ୍ତ କରୁଛି। ସମସ୍ତ ଅଙ୍ଗନୱାଡ଼ି କର୍ମୀମାନଙ୍କୁ ବାର୍ଷିକ ୨୦୦୦ ଟଙ୍କା ହାରରେ ଇଣ୍ଟରନେଟ୍ ସଂଯୋଗ ଶୁଳ୍କ ପ୍ରଦାନ କରାଯାଉଛି। ୨୦୧୮ ମସିହାରୁ ଆରମ୍ଭ ହୋଇଥିବା ପୋଷଣ ଅଭିଯାନ ଅଧୀନରେ ହିତାଧିକାରୀଙ୍କ ନିୟମିତ ଅନୁଧ୍ୟାନ ପାଇଁ ଡିଜିଟାଲ ଉପକରଣ ବ୍ୟବହାର କରାଯାଉଛି। ପୋଷଣ ଟ୍ରାକରରେ ନିର୍ଦ୍ଧାରିତ ସୂଚକାଙ୍କ ଆଧାରରେ ସମସ୍ତ ଅଙ୍ଗନୱାଡ଼ି କେନ୍ଦ୍ରର ତଥ୍ୟ ଅପଲୋଡ୍ କରାଯାଏ, ନର୍ମ ଏବଂ ମାନକ ଅନୁଯାୟୀ।	[6, 268, 114, 397]
paragraph: ଏହି ଯୋଜନା ଏକ ପୁଞ୍ଜି-ଏଣ୍ଡ-ପ୍ଲେ ଶିଳ୍ପ ଇକୋସିଷ୍ଟମ ପ୍ରଦାନ କରିବ, ଯାହା ନିବେଶକଙ୍କ ପାଇଁ ଏକ ଦ୍ରୁତ ନିଷ୍ପତ୍ତି ପ୍ରକ୍ରିୟା ସୁନିଶ୍ଚିତ କରିବ। ଏହି ଯୋଜନା ଅଧୀନରେ ୧୦୦ ରୁ ୧,୦୦୦ ଏକର ପର୍ଯ୍ୟନ୍ତ ଶିଳ୍ପ	[6, 947, 114, 1002]
headline-line: ଜଳ ବିଦ୍ୟୁତ୍ ବିକାଶ ଯୋଜନା'କୁ କ୍ୟାବିନେଟ ମଞ୍ଜୁରି	[472, 1040, 825, 1062]
page-number: ୩	[913, 11, 931, 29]
article-column	[826, 740, 938, 823]
paragraph: ବିଶ୍ୱସ୍ତରୀୟ ସହଜ ଶିଳ୍ପ ସ୍ମାର୍ଟ ସହର	[454, 1214, 546, 1232]
article-column	[748, 1076, 840, 1251]
paragraph: 'ମିଶନ ବାତ୍ସଲ୍ୟ ପୋର୍ଟାଲ' ମାଧ୍ୟମରେ ସଂଗ୍ରହ ହେଉଥିବା ତଥ୍ୟ ଆଧାରରେ ପାଇଁ ଯୋଜନା ପ୍ରସ୍ତୁତ କରାଯାଏ ଏବଂ ଜିଲ୍ଲା ସ୍ତରୀୟ ସମୀକ୍ଷା କରାଯାଏ।	[713, 228, 821, 274]
article-column	[592, 740, 700, 832]
section-divider	[352, 686, 945, 687]
paragraph: ଏହା ସହିତ, ସଚେତନତା ସୃଷ୍ଟି କରିବା ପାଇଁ ଉଦ୍ଦେଶ୍ୟରେ ମନ୍ତ୍ରଣାଳୟ 'ମିଶନ ବାତ୍ସଲ୍ୟ ପୋର୍ଟାଲ' ଅଧୀନରେ ଆଞ୍ଚଳିକ ସମ୍ମିଳନୀ ଏବଂ ସଚେତନତା କାର୍ଯ୍ୟକ୍ରମ ଆୟୋଜନ କରେ। ଆଜି ରାଜ୍ୟସଭାରେ ଏକ ପ୍ରଶ୍ନର ଉତ୍ତରରେ ମହିଳା ଓ ଶିଶୁ ବିକାଶ ରାଷ୍ଟ୍ରମନ୍ତ୍ରୀ ଶ୍ରୀମତୀ ସାବିତ୍ରୀ ଠାକୁର ଏହି ସୂଚନା ଦେଇଛନ୍ତି।	[828, 201, 938, 274]
section-divider	[352, 1010, 945, 1011]
headline-line: ଶିଶୁ ସୁରକ୍ଷା ସେବା ସହିତ ଜଡିତ ସମସ୍ତ ଅଂଶୀଦାରଙ୍କ ପାଇଁ ସମନ୍ୱିତ	[440, 38, 857, 57]
paragraph: ଏହି ଯୋଜନା ଦ୍ୱାରା ବିଶ୍ୱସ୍ତରୀୟ ଶିଳ୍ପ ଭିତ୍ତିଭୂମି ବିକଶିତ ହେବ, ଉତ୍ପାଦନ ଏବଂ ସାମଗ୍ରିକ ଅର୍ଥନୈତିକ ଅଭିବୃଦ୍ଧି ପାଇଁ ଏକ ଉତ୍ପ୍ରେରକ ଭାବେ କାର୍ଯ୍ୟ କରିବ ଏବଂ ଭାରତକୁ ଉତ୍ପାଦନ ହବ୍ କରିବାରେ ସହାୟକ ହେବ।	[6, 791, 114, 846]
column-divider	[350, 690, 351, 1430]
paragraph: ପାଇଁ ଗ୍ରାମାଞ୍ଚଳ ସମେତ ସାରା ଦେଶରେ ସଚେତନତା କାର୍ଯ୍ୟକ୍ରମ ପରିଚାଳନା କରନ୍ତି। ରାଜ୍ୟ ସରକାର ଏବଂ ଅନ୍ୟାନ୍ୟ ଅଂଶୀଦାରମାନଙ୍କ ସହିତ ସମନ୍ୱୟରେ ଗୋଷ୍ଠୀ ଯୋଗାଯୋଗ, ସ୍କୁଲ କାର୍ଯ୍ୟକ୍ରମ ଏବଂ ଡିଜିଟାଲ ଅଭିଯାନ ମାଧ୍ୟମରେ ସଚେତନତା କାର୍ଯ୍ୟକଳାପ ପରିଚାଳନା କରାଯାଏ। ଏହି ଅଭିଯାନଗୁଡ଼ିକ ଯୌନ ଅପରାଧରୁ ଶିଶୁ ସୁରକ୍ଷା ଆଇନ, ୨୦୧୨ (ପୋକ୍ସୋ ଆଇନ) ର ବ୍ୟବସ୍ଥା ଉପରେ ଧ୍ୟାନ ଦେଇଥାଏ।	[828, 100, 938, 201]
masthead	[4, 7, 940, 33]
paragraph: ସ୍ଥାପନ କରିଛି।	[709, 795, 746, 804]
article-column	[846, 1076, 939, 1232]
paragraph: କ୍ଲଷ୍ଟର-ଆଧାରିତ ବିକାଶକୁ ପ୍ରୋତ୍ସାହନ ଦେଇ, ଶିଳ୍ପ, ଯୋଗାଯୋଗ ଏବଂ ସାମାଜିକ ଭିତ୍ତିଭୂମିକୁ ଏକତ୍ରିତ କରି ଆଧୁନିକ ଶିଳ୍ପ ପାର୍କ ସ୍ଥାପନ କରାଯିବ ଯାହା ଭାରତକୁ ବିଶ୍ୱ ଉତ୍ପାଦନ ଶୃଙ୍ଖଳାରେ ପ୍ରମୁଖ ସ୍ଥାନ ଦେବ ଏବଂ ଦେଶରେ ବିଶ୍ୱସ୍ତରୀୟ ପରଚୁର ଶିଳ୍ପ ସ୍ମାର୍ଟ ସହର	[237, 800, 345, 873]
article-column	[237, 690, 345, 874]
date-english: March 19, 2026,Thursday, Jagatsinghpur	[553, 14, 735, 26]
date-odia: ମାର୍ଚ୍ଚ ୧୯,୨୦୨୬,ଗୁରୁବାର, ଜଗତସିଂହପୁର	[143, 14, 293, 26]
paragraph: ମାଧ୍ୟମରେ ସମ୍ପୃକ୍ତ ଟ୍ରାକରକୁ ପହଂଚି ହେବ।	[6, 250, 114, 268]
paragraph: ପ୍ରକଳ୍ପ ପାଇଁ ବିସ୍ତୃତ ପ୍ରକଳ୍ପ ରିପୋର୍ଟ ପ୍ରସ୍ତୁତ କରିବାକୁ ଉତ୍ସାହିତ କରାଯିବ। ଫଳରେ ଭବିଷ୍ୟତରେ କ୍ଷୁଦ୍ର ଜଳବିଦ୍ୟୁତ ପ୍ରକଳ୍ପଗୁଡ଼ିକର ଏକ ଶୃଙ୍ଖଳା ସମ୍ଭବ ହୋଇପାରିବ। ରାଜ୍ୟ ଏବଂ କେନ୍ଦ୍ର ସରକାରୀ ଏଜେନ୍ସିଗୁଡ଼ିକୁ ଏପରି ଡିପିଆର ପ୍ରସ୍ତୁତ କରିବାରେ ସହାୟତା ପାଇଁ ୩୦ କୋଟି ଟଙ୍କା ବ୍ୟୟବରାଦ କରାଯାଇଛି। ଏହି ଯୋଜନା ପ୍ରକଳ୍ପ ନିର୍ମାଣ ସମୟରେ ୫୧ ଲକ୍ଷ ମାନବ-ଦିବସ ନିଯୁକ୍ତି ଏବଂ ୧୪ ଲକ୍ଷ ମାନବ-ଦିବସ କାର୍ଯ୍ୟ ସୃଷ୍ଟି କରିବ।	[748, 1076, 840, 1213]
paragraph: ନୂଆଦିଲ୍ଲୀ,୧୮/୩ (ପିଆଇବି):ପ୍ରଧାନମନ୍ତ୍ରୀ ଶ୍ରୀ ନରେନ୍ଦ୍ର ମୋଦୀଙ୍କ ଅଧ୍ୟକ୍ଷତାରେ ଅନୁଷ୍ଠିତ କେନ୍ଦ୍ର କ୍ୟାବିନେଟ୍ ''୨୦୨୬-୨୭ ଆର୍ଥିକ ବର୍ଷରୁ ୨୦୩୦-୩୧ ଆର୍ଥିକ ବର୍ଷ ପର୍ଯ୍ୟନ୍ତ କ୍ଷୁଦ୍ର ଜଳ ବିଦ୍ୟୁତ୍ (ଏସଏଚପି) ବିକାଶ ଯୋଜନା''କୁ ଅନୁମୋଦନ କରିଛି। ଏହି ଯୋଜନା ଅଧୀନରେ, ପ୍ରାୟ ୧୫୦୦ ମେଗାୱାଟ କ୍ଷମତା ବିଶିଷ୍ଟ କ୍ଷୁଦ୍ର ଜଳ ବିଦ୍ୟୁତ୍ ପ୍ରକଳ୍ପ ସ୍ଥାପନ ପାଇଁ ୨୫୮୪.୬୦ କୋଟି ଟଙ୍କା ବ୍ୟୟବରାଦ କରାଯାଇଛି।	[356, 1076, 448, 1204]
paragraph: ସଞ୍ଚାରଣ ଲାଇନର ଆବଶ୍ୟକତା ସର୍ବନିମ୍ନ ହୋଇଥାଏ, ଯାହା ଦ୍ୱାରା ପରିବହନ କ୍ଷତି ହ୍ରାସ ପାଏ।	[846, 1076, 939, 1103]
paragraph: ଚାଷୀଙ୍କ ଜୀବିକା ଏହା ଉପରେ	[475, 822, 554, 831]
article-column	[356, 1076, 448, 1260]
article-column	[358, 740, 466, 860]
headline-bhavya	[0, 622, 350, 677]
newspaper-name: ODIYARA SANMANA	[373, 11, 522, 29]
paragraph: ଏମଏସପି ସ୍ଥିର କରିଛନ୍ତି।	[592, 822, 659, 831]
